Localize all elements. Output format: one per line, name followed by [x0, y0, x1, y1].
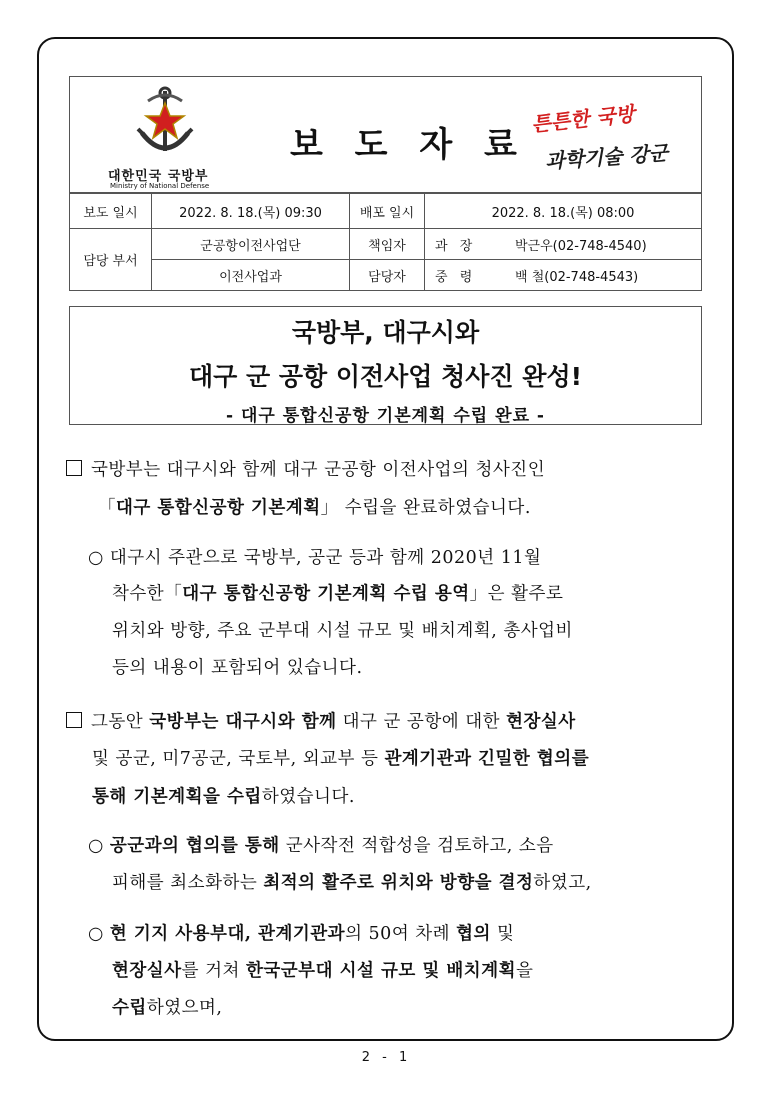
- text: 하였습니다.: [261, 787, 355, 807]
- text: 대구 군 공항에 대한: [336, 712, 507, 732]
- para-1-line-1: [66, 456, 545, 481]
- text-bold: 협의: [456, 924, 491, 944]
- text: ○: [88, 924, 110, 944]
- text-bold: 국방부는 대구시와 함께: [149, 712, 337, 732]
- text-bold: 현 기지 사용부대, 관계기관과: [109, 924, 346, 944]
- headline-line-2: 대구 군 공항 이전사업 청사진 완성!: [188, 362, 583, 391]
- dist-time-label: 배포 일시: [350, 194, 425, 229]
- text: 「: [98, 498, 116, 518]
- text: 」은 활주로: [469, 584, 564, 604]
- text-bold: 현장실사: [112, 961, 182, 981]
- bullet-2-line-1: [88, 832, 554, 857]
- text: 피해를 최소화하는: [112, 873, 264, 893]
- dept-line-2: 이전사업과: [152, 260, 350, 291]
- text: 및 공군, 미7공군, 국토부, 외교부 등: [92, 749, 385, 769]
- text-bold: 수립: [112, 998, 147, 1018]
- bullet-3-line-1: [88, 920, 514, 945]
- dept-label: 담당 부서: [70, 229, 152, 291]
- text: 군사작전 적합성을 검토하고, 소음: [279, 836, 554, 856]
- bullet-1-line-4: 등의 내용이 포함되어 있습니다.: [112, 658, 363, 678]
- text: 착수한「: [112, 584, 183, 604]
- para-2-line-1: [66, 708, 576, 733]
- para-2-line-3: [92, 783, 355, 808]
- text-bold: 현장실사: [506, 712, 576, 732]
- chief-rank: 과 장: [435, 238, 477, 254]
- dept-line-1: 군공항이전사업단: [152, 229, 350, 260]
- slogan-line-1: 튼튼한 국방: [530, 101, 636, 137]
- chief-value: 박근우(02-748-4540): [515, 238, 647, 254]
- text: 을: [516, 961, 534, 981]
- page-number: 2 - 1: [361, 1050, 412, 1065]
- bullet-3-line-2: [112, 957, 533, 982]
- headline-line-1: 국방부, 대구시와: [291, 318, 480, 347]
- chief-contact: [425, 229, 702, 260]
- mnd-logo: [100, 85, 230, 190]
- officer-contact: [425, 260, 702, 291]
- text-bold: 관계기관과 긴밀한 협의를: [384, 749, 590, 769]
- text: 국방부는 대구시와 함께 대구 군공항 이전사업의 청사진인: [91, 460, 546, 480]
- text-bold: 대구 통합신공항 기본계획 수립 용역: [182, 584, 470, 604]
- org-name-ko: 대한민국 국방부: [108, 169, 209, 184]
- text: ○: [88, 836, 110, 856]
- anchor-star-emblem-icon: [130, 85, 200, 165]
- text: 의 50여 차례: [345, 924, 457, 944]
- text-bold: 최적의 활주로 위치와 방향을 결정: [263, 873, 534, 893]
- text: 하였으며,: [146, 998, 223, 1018]
- bullet-1-line-3: 위치와 방향, 주요 군부대 시설 규모 및 배치계획, 총사업비: [112, 621, 573, 641]
- para-2-line-2: [92, 745, 589, 770]
- chief-label: 책임자: [350, 229, 425, 260]
- headline-box: [69, 306, 702, 425]
- officer-label: 담당자: [350, 260, 425, 291]
- bullet-1-line-1: ○ 대구시 주관으로 국방부, 공군 등과 함께 2020년 11월: [88, 548, 542, 568]
- press-release-title: 보 도 자 료: [290, 125, 527, 165]
- officer-value: 백 철(02-748-4543): [515, 269, 639, 285]
- text: 를 거쳐: [181, 961, 246, 981]
- headline-subtitle: - 대구 통합신공항 기본계획 수립 완료 -: [226, 406, 545, 426]
- text: 그동안: [91, 712, 150, 732]
- text-bold: 공군과의 협의를 통해: [109, 836, 280, 856]
- text-bold: 한국군부대 시설 규모 및 배치계획: [245, 961, 517, 981]
- bullet-3-line-3: [112, 994, 223, 1019]
- text-bold: 대구 통합신공항 기본계획: [116, 498, 321, 518]
- bullet-2-line-2: [112, 869, 592, 894]
- text: 」 수립을 완료하였습니다.: [320, 498, 531, 518]
- report-time-value: 2022. 8. 18.(목) 09:30: [152, 194, 350, 229]
- dist-time-value: 2022. 8. 18.(목) 08:00: [425, 194, 702, 229]
- para-1-line-2: [98, 494, 531, 519]
- report-time-label: 보도 일시: [70, 194, 152, 229]
- bullet-1-line-2: [112, 580, 563, 605]
- text-bold: 통해 기본계획을 수립: [92, 787, 262, 807]
- press-header: [69, 76, 702, 193]
- org-name-en: Ministry of National Defense: [110, 182, 210, 190]
- checkbox-square-icon: [66, 712, 82, 728]
- text: 하였고,: [533, 873, 592, 893]
- text: 및: [490, 924, 515, 944]
- checkbox-square-icon: [66, 460, 82, 476]
- slogan-line-2: 과학기술 강군: [544, 140, 669, 174]
- officer-rank: 중 령: [435, 269, 477, 285]
- release-info-table: [69, 193, 702, 291]
